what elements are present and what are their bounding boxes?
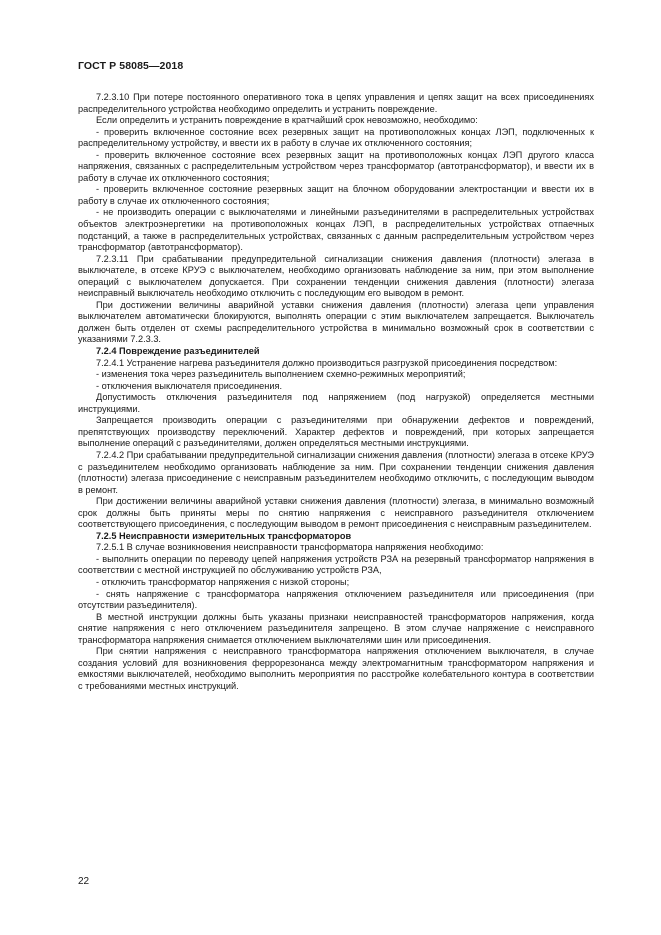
paragraph: 7.2.4.2 При срабатывании предупредительной сигнализации снижения давления (плотности) элегаза в отсеке КРУЭ с разъединителем необходимо организовать наблюдение за ним. При сохранении тенденции снижения давления (плотности) элегаза присоединение с неисправным разъединителем необходимо отключить, с последующим выводом в ремонт.: [78, 449, 594, 495]
standard-header: ГОСТ Р 58085—2018: [78, 60, 184, 72]
paragraph: 7.2.3.10 При потере постоянного оперативного тока в цепях управления и цепях защит на всех присоединениях распределительного устройства необходимо определить и устранить повреждение.: [78, 92, 594, 114]
paragraph: В местной инструкции должны быть указаны признаки неисправностей трансформаторов напряжения, когда снятие напряжения с него отключением разъединителя запрещено. В этом случае напряжение с неисправного трансформатора напряжения снимается отключением выключателями шин или присоединения.: [78, 611, 594, 645]
list-item: - выполнить операции по переводу цепей напряжения устройств РЗА на резервный трансформатор напряжения в соответствии с местной инструкцией по обслуживанию устройств РЗА,: [78, 553, 594, 576]
document-body: [78, 92, 594, 692]
paragraph: Запрещается производить операции с разъединителями при обнаружении дефектов и повреждений, препятствующих производству переключений. Характер дефектов и повреждений, при которых запрещается выполнение операций с разъединителями, должен определяться местными инструкциями.: [78, 415, 594, 449]
paragraph: При достижении величины аварийной уставки снижения давления (плотности) элегаза, в минимально возможный срок должны быть приняты меры по снятию напряжения с неисправного разъединителя отключением соответствующего присоединения, с последующим выводом в ремонт присоединения с неисправным разъединителем.: [78, 496, 594, 530]
list-item: - отключить трансформатор напряжения с низкой стороны;: [96, 576, 350, 587]
paragraph: Допустимость отключения разъединителя под напряжением (под нагрузкой) определяется местными инструкциями.: [78, 392, 594, 414]
list-item: - снять напряжение с трансформатора напряжения отключением разъединителя или присоединения (при отсутствии разъединителя).: [78, 588, 594, 611]
paragraph: При снятии напряжения с неисправного трансформатора напряжения отключением выключателя, в случае создания условий для возникновения феррорезонанса между электромагнитным трансформатором напряжения и емкостями выключателей, необходимо выполнить мероприятия по расстройке колебательного контура в соответствии с требованиями местных инструкций.: [78, 646, 594, 691]
paragraph: 7.2.3.11 При срабатывании предупредительной сигнализации снижения давления (плотности) элегаза в выключателе, в отсеке КРУЭ с выключателем, необходимо организовать наблюдение за ним, при этом выполнение операций с выключателем допускается. При сохранении тенденции снижения давления (плотности) элегаза неисправный выключатель необходимо отключить с последующим его выводом в ремонт.: [78, 253, 594, 299]
section-heading: 7.2.5 Неисправности измерительных трансформаторов: [96, 530, 352, 541]
list-item: - изменения тока через разъединитель выполнением схемно-режимных мероприятий;: [96, 369, 466, 380]
paragraph: 7.2.4.1 Устранение нагрева разъединителя должно производиться разгрузкой присоединения посредством:: [96, 357, 558, 368]
page-number: 22: [78, 876, 90, 887]
list-item: - проверить включенное состояние всех резервных защит на противоположных концах ЛЭП другого класса напряжения, связанных с распределительным устройством через трансформатор (автотрансформатор), и ввести их в работу в случае их отключенного состояния;: [78, 149, 594, 183]
list-item: - проверить включенное состояние всех резервных защит на противоположных концах ЛЭП, подключенных к распределительному устройству, и ввести их в работу в случае их отключенного состояния;: [78, 126, 594, 149]
list-item: - не производить операции с выключателями и линейными разъединителями в распределительных устройствах объектов электроэнергетики на противоположных концах ЛЭП, в распределительных устройствах отпаечных подстанций, а также в распределительных устройствах, связанных с данным распределительным устройством через трансформатор (автотрансформатор).: [78, 207, 594, 253]
paragraph: 7.2.5.1 В случае возникновения неисправности трансформатора напряжения необходимо:: [96, 542, 484, 553]
paragraph: При достижении величины аварийной уставки снижения давления (плотности) элегаза цепи управления выключателем автоматически блокируются, выполнять операции с этим выключателем запрещается. Выключатель должен быть отделен от схемы распределительного устройства в минимально возможный срок в соответствии с указаниями 7.2.3.3.: [78, 299, 594, 345]
list-item: - отключения выключателя присоединения.: [96, 380, 283, 391]
section-heading: 7.2.4 Повреждение разъединителей: [96, 346, 260, 357]
list-item: - проверить включенное состояние резервных защит на блочном оборудовании электростанции и ввести их в работу в случае их отключенного состояния;: [78, 184, 594, 206]
paragraph: Если определить и устранить повреждение в кратчайший срок невозможно, необходимо:: [96, 115, 478, 126]
